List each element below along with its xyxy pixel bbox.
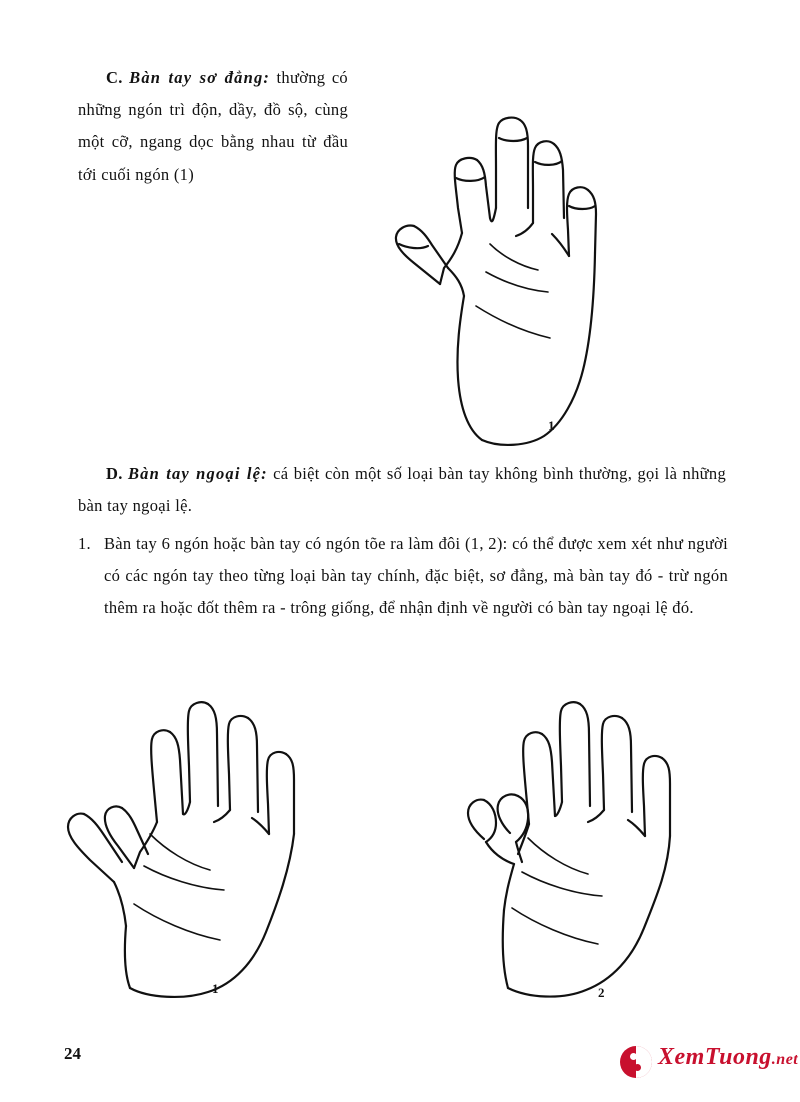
- list-item-1: [78, 528, 728, 625]
- paragraph-d-italic-title: Bàn tay ngoại lệ:: [127, 464, 268, 483]
- paragraph-c-lead: C.: [106, 68, 123, 87]
- list-item-number: 1.: [78, 534, 91, 553]
- paragraph-d-text: cá biệt còn một số loại bàn tay không bình thường, gọi là những bàn tay ngoại lệ.: [78, 464, 726, 516]
- watermark: [620, 1042, 799, 1086]
- figure-caption-bottom-right: 2: [598, 985, 605, 1000]
- watermark-name: XemTuong: [658, 1044, 772, 1070]
- figure-forked-thumb-hand: [432, 682, 732, 1012]
- paragraph-d-lead: D.: [106, 464, 123, 483]
- paragraph-c-text: thường có những ngón trì độn, dầy, đồ sộ, cùng một cỡ, ngang dọc bằng nhau từ đầu tới cuối ngón (1): [78, 68, 348, 184]
- watermark-suffix: .net: [771, 1051, 799, 1068]
- figure-caption-bottom-left: 1: [212, 981, 219, 996]
- figure-six-fingered-hand: [58, 682, 358, 1012]
- page-number: 24: [64, 1044, 81, 1063]
- paragraph-c: [78, 62, 348, 191]
- figure-elementary-hand: [352, 58, 652, 458]
- watermark-text: [658, 1044, 798, 1071]
- yin-yang-icon: [620, 1046, 652, 1078]
- paragraph-c-italic-title: Bàn tay sơ đẳng:: [129, 68, 271, 87]
- figure-caption-top: 1: [548, 418, 555, 433]
- paragraph-d: [78, 458, 726, 522]
- list-item-text: Bàn tay 6 ngón hoặc bàn tay có ngón tõe ra làm đôi (1, 2): có thể được xem xét như người có các ngón tay theo từng loại bàn tay chính, đặc biệt, sơ đẳng, mà bàn tay đó - trừ ngón thêm ra hoặc đốt thêm ra - trông giống, để nhận định về người có bàn tay ngoại lệ đó.: [104, 534, 728, 618]
